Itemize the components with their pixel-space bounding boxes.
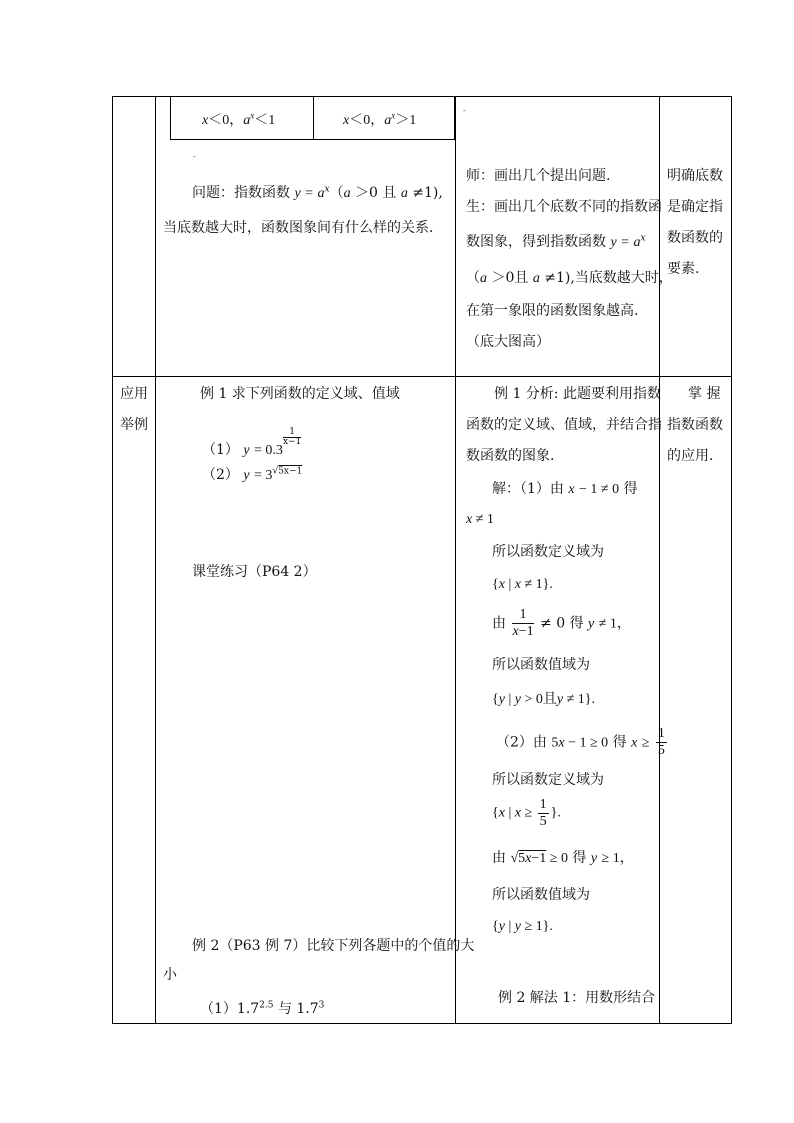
inner-cell-left: x＜0，$a^x<1$ — [202, 110, 276, 128]
ex1-title: 例 1 求下列函数的定义域、值域 — [200, 386, 400, 402]
practice: 课堂练习（P64 2） — [192, 564, 317, 580]
ex1-item-2: （2） $y = 3^{√5x-1}$ — [202, 466, 303, 483]
inner-cell-right: x＜0，$a^x>1$ — [343, 110, 417, 128]
ex1-item-1: （1） y = 0.3 $\frac{1}{x-1}$ — [202, 427, 302, 458]
